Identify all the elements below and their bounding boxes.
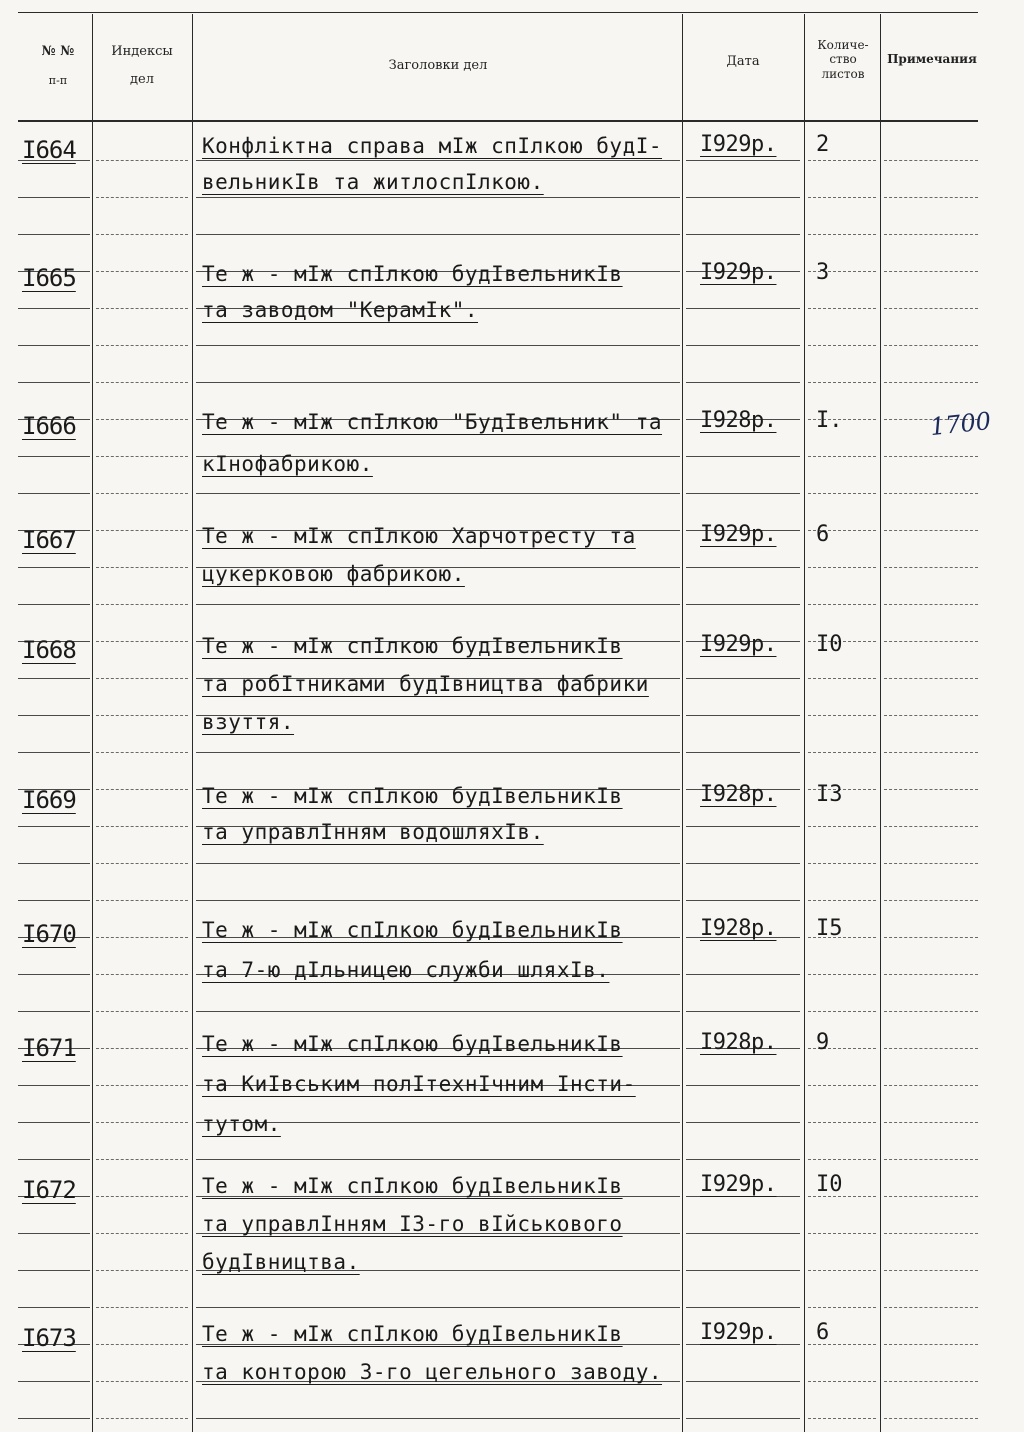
ruled-line xyxy=(96,1011,188,1012)
ruled-line xyxy=(686,493,800,494)
ruled-line xyxy=(884,789,978,790)
ruled-line xyxy=(18,1122,90,1123)
ruled-line xyxy=(196,234,680,235)
ruled-line xyxy=(686,308,800,309)
ruled-line xyxy=(18,1159,90,1160)
ruled-line xyxy=(18,752,90,753)
ruled-line xyxy=(884,900,978,901)
ruled-line xyxy=(884,604,978,605)
ruled-line xyxy=(18,863,90,864)
ruled-line xyxy=(808,1011,876,1012)
ruled-line xyxy=(96,1048,188,1049)
entry-date: I928р. xyxy=(700,408,777,433)
ruled-line xyxy=(196,900,680,901)
ruled-line xyxy=(808,493,876,494)
ruled-line xyxy=(884,197,978,198)
entry-title-line: та заводом "КерамIк". xyxy=(202,298,479,322)
ruled-line xyxy=(808,1381,876,1382)
ruled-line xyxy=(196,382,680,383)
ruled-line xyxy=(96,1159,188,1160)
ruled-line xyxy=(686,604,800,605)
header-number-line2: п-п xyxy=(48,74,68,88)
ruled-line xyxy=(686,1233,800,1234)
ruled-line xyxy=(96,419,188,420)
ruled-line xyxy=(686,234,800,235)
entry-number: I673 xyxy=(22,1324,76,1352)
entry-date: I929р. xyxy=(700,260,777,285)
ruled-line xyxy=(686,678,800,679)
entry-number: I665 xyxy=(22,264,76,292)
header-index xyxy=(96,44,188,89)
entry-title-line: взуття. xyxy=(202,710,295,734)
ruled-line xyxy=(686,752,800,753)
ruled-line xyxy=(96,382,188,383)
entry-title-line: Те ж - мIж спIлкою будIвельникIв xyxy=(202,918,623,942)
ruled-line xyxy=(884,1159,978,1160)
top-rule xyxy=(18,12,978,13)
ruled-line xyxy=(18,1418,90,1419)
header-number xyxy=(24,44,92,88)
ruled-line xyxy=(96,1381,188,1382)
ruled-line xyxy=(686,197,800,198)
ruled-line xyxy=(686,1159,800,1160)
ruled-line xyxy=(808,1418,876,1419)
ruled-line xyxy=(808,382,876,383)
ruled-line xyxy=(196,752,680,753)
entry-title-line: та КиIвським полIтехнIчним Iнсти- xyxy=(202,1072,636,1096)
header-notes: Примечания xyxy=(887,52,977,66)
entry-sheet-count: I0 xyxy=(816,632,843,657)
ruled-line xyxy=(18,1085,90,1086)
ruled-line xyxy=(96,160,188,161)
entry-sheet-count: 2 xyxy=(816,132,830,157)
ruled-line xyxy=(96,863,188,864)
ruled-line xyxy=(884,1122,978,1123)
ruled-line xyxy=(196,345,680,346)
ruled-line xyxy=(884,530,978,531)
entry-title-line: та управлIнням водошляхIв. xyxy=(202,820,544,844)
ruled-line xyxy=(686,1011,800,1012)
column-rule-date xyxy=(804,14,805,1432)
ruled-line xyxy=(808,974,876,975)
entry-title-line: Те ж - мIж спIлкою "БудIвельник" та xyxy=(202,410,663,434)
ruled-line xyxy=(96,900,188,901)
ruled-line xyxy=(96,1085,188,1086)
ruled-line xyxy=(686,456,800,457)
ruled-line xyxy=(808,456,876,457)
entry-number: I664 xyxy=(22,136,76,164)
ruled-line xyxy=(808,1307,876,1308)
entry-title-line: вельникIв та житлоспIлкою. xyxy=(202,170,544,194)
ruled-line xyxy=(96,567,188,568)
entry-sheet-count: I3 xyxy=(816,782,843,807)
entry-title-line: Те ж - мIж спIлкою будIвельникIв xyxy=(202,1032,623,1056)
ruled-line xyxy=(884,715,978,716)
ruled-line xyxy=(884,1196,978,1197)
ruled-line xyxy=(18,974,90,975)
ruled-line xyxy=(686,345,800,346)
ruled-line xyxy=(808,715,876,716)
ruled-line xyxy=(686,1307,800,1308)
ruled-line xyxy=(884,1048,978,1049)
entry-number: I667 xyxy=(22,526,76,554)
ruled-line xyxy=(18,678,90,679)
ruled-line xyxy=(96,1196,188,1197)
ruled-line xyxy=(18,1381,90,1382)
ruled-line xyxy=(686,715,800,716)
ruled-line xyxy=(884,1270,978,1271)
header-title: Заголовки дел xyxy=(388,58,488,73)
entry-title-line: Те ж - мIж спIлкою будIвельникIв xyxy=(202,1322,623,1346)
ruled-line xyxy=(196,493,680,494)
ruled-line xyxy=(96,456,188,457)
entry-title-line: та робIтниками будIвництва фабрики xyxy=(202,672,649,696)
ruled-line xyxy=(884,1085,978,1086)
entry-date: I929р. xyxy=(700,1172,777,1197)
ruled-line xyxy=(196,1159,680,1160)
ruled-line xyxy=(884,641,978,642)
entry-date: I929р. xyxy=(700,632,777,657)
ruled-line xyxy=(808,826,876,827)
ruled-line xyxy=(884,271,978,272)
entry-date: I929р. xyxy=(700,132,777,157)
ruled-line xyxy=(884,234,978,235)
ruled-line xyxy=(686,160,800,161)
ruled-line xyxy=(96,678,188,679)
ruled-line xyxy=(884,974,978,975)
ruled-line xyxy=(96,197,188,198)
ruled-line xyxy=(96,937,188,938)
ruled-line xyxy=(686,1122,800,1123)
ruled-line xyxy=(18,826,90,827)
entry-title-line: та конторою 3-го цегельного заводу. xyxy=(202,1360,663,1384)
ruled-line xyxy=(884,678,978,679)
entry-title-line: кIнофабрикою. xyxy=(202,452,373,476)
ruled-line xyxy=(196,1011,680,1012)
ruled-line xyxy=(808,1233,876,1234)
entry-date: I929р. xyxy=(700,522,777,547)
entry-title-line: та управлIнням I3-го вIйськового xyxy=(202,1212,623,1236)
ruled-line xyxy=(884,382,978,383)
ruled-line xyxy=(96,271,188,272)
ruled-line xyxy=(884,456,978,457)
entry-title-line: цукерковою фабрикою. xyxy=(202,562,465,586)
ruled-line xyxy=(18,1307,90,1308)
ruled-line xyxy=(808,1085,876,1086)
ruled-line xyxy=(808,308,876,309)
ruled-line xyxy=(196,863,680,864)
ruled-line xyxy=(808,160,876,161)
entry-date: I928р. xyxy=(700,916,777,941)
ruled-line xyxy=(686,826,800,827)
ruled-line xyxy=(96,752,188,753)
entry-sheet-count: 6 xyxy=(816,1320,830,1345)
ruled-line xyxy=(686,382,800,383)
ruled-line xyxy=(18,234,90,235)
entry-date: I928р. xyxy=(700,782,777,807)
ruled-line xyxy=(196,1307,680,1308)
entry-title-line: та 7-ю дIльницею служби шляхIв. xyxy=(202,958,610,982)
header-sheets xyxy=(806,38,880,81)
entry-sheet-count: 3 xyxy=(816,260,830,285)
header-sheets-line1: Количе- xyxy=(817,38,869,52)
ruled-line xyxy=(18,1270,90,1271)
ruled-line xyxy=(884,826,978,827)
ruled-line xyxy=(884,937,978,938)
ruled-line xyxy=(884,567,978,568)
ruled-line xyxy=(884,752,978,753)
entry-sheet-count: I. xyxy=(816,408,843,433)
header-index-line1: Индексы xyxy=(111,44,173,59)
ruled-line xyxy=(196,160,680,161)
handwritten-note: 1700 xyxy=(928,406,993,442)
ruled-line xyxy=(196,1418,680,1419)
entry-date: I929р. xyxy=(700,1320,777,1345)
ruled-line xyxy=(884,1011,978,1012)
header-sheets-line2: ство xyxy=(829,52,857,67)
ruled-line xyxy=(686,900,800,901)
ruled-line xyxy=(96,1418,188,1419)
ruled-line xyxy=(96,974,188,975)
ruled-line xyxy=(96,1307,188,1308)
ruled-line xyxy=(96,789,188,790)
ruled-line xyxy=(18,1233,90,1234)
ruled-line xyxy=(808,345,876,346)
ruled-line xyxy=(18,382,90,383)
ruled-line xyxy=(96,493,188,494)
entry-number: I668 xyxy=(22,636,76,664)
ruled-line xyxy=(686,567,800,568)
entry-title-line: Те ж - мIж спIлкою Харчотресту та xyxy=(202,524,636,548)
header-number-line1: № № xyxy=(41,44,75,59)
ruled-line xyxy=(96,715,188,716)
ruled-line xyxy=(96,604,188,605)
ruled-line xyxy=(96,826,188,827)
ruled-line xyxy=(96,234,188,235)
ruled-line xyxy=(96,1122,188,1123)
ruled-line xyxy=(808,1159,876,1160)
ruled-line xyxy=(96,1270,188,1271)
entry-title-line: Конфлiктна справа мIж спIлкою будI- xyxy=(202,134,663,158)
column-rule-index xyxy=(192,14,193,1432)
ruled-line xyxy=(808,678,876,679)
entry-sheet-count: 9 xyxy=(816,1030,830,1055)
ruled-line xyxy=(808,234,876,235)
entry-sheet-count: 6 xyxy=(816,522,830,547)
entry-number: I670 xyxy=(22,920,76,948)
column-rule-sheets xyxy=(880,14,881,1432)
ruled-line xyxy=(884,1381,978,1382)
ruled-line xyxy=(18,308,90,309)
entry-sheet-count: I5 xyxy=(816,916,843,941)
column-rule-title xyxy=(682,14,683,1432)
entry-title-line: Те ж - мIж спIлкою будIвельникIв xyxy=(202,784,623,808)
ruled-line xyxy=(96,641,188,642)
ruled-line xyxy=(884,160,978,161)
ruled-line xyxy=(686,1381,800,1382)
ruled-line xyxy=(884,345,978,346)
entry-number: I669 xyxy=(22,786,76,814)
ruled-line xyxy=(884,1344,978,1345)
ruled-line xyxy=(884,493,978,494)
ruled-line xyxy=(808,752,876,753)
ruled-line xyxy=(686,1085,800,1086)
entry-title-line: Те ж - мIж спIлкою будIвельникIв xyxy=(202,262,623,286)
entry-title-line: Те ж - мIж спIлкою будIвельникIв xyxy=(202,1174,623,1198)
ruled-line xyxy=(884,1233,978,1234)
ruled-line xyxy=(196,197,680,198)
ruled-line xyxy=(18,345,90,346)
ruled-line xyxy=(808,1122,876,1123)
ruled-line xyxy=(686,1418,800,1419)
ruled-line xyxy=(18,456,90,457)
ruled-line xyxy=(96,530,188,531)
entry-date: I928р. xyxy=(700,1030,777,1055)
ruled-line xyxy=(96,345,188,346)
ruled-line xyxy=(96,1344,188,1345)
ruled-line xyxy=(808,863,876,864)
ruled-line xyxy=(808,567,876,568)
ruled-line xyxy=(808,604,876,605)
ruled-line xyxy=(18,567,90,568)
ruled-line xyxy=(884,1418,978,1419)
ruled-line xyxy=(808,1270,876,1271)
header-index-line2: дел xyxy=(130,72,154,88)
entry-title-line: будIвництва. xyxy=(202,1250,360,1274)
ruled-line xyxy=(808,900,876,901)
ruled-line xyxy=(686,974,800,975)
ruled-line xyxy=(96,1233,188,1234)
header-bottom-rule xyxy=(18,120,978,122)
header-sheets-line3: листов xyxy=(821,66,865,81)
entry-sheet-count: I0 xyxy=(816,1172,843,1197)
ruled-line xyxy=(18,715,90,716)
ruled-line xyxy=(808,197,876,198)
ruled-line xyxy=(884,1307,978,1308)
ruled-line xyxy=(18,197,90,198)
ruled-line xyxy=(884,863,978,864)
column-rule-number xyxy=(92,14,93,1432)
ruled-line xyxy=(686,863,800,864)
ruled-line xyxy=(96,308,188,309)
ruled-line xyxy=(196,604,680,605)
entry-number: I672 xyxy=(22,1176,76,1204)
ruled-line xyxy=(18,900,90,901)
ruled-line xyxy=(884,308,978,309)
entry-number: I671 xyxy=(22,1034,76,1062)
ruled-line xyxy=(18,493,90,494)
ruled-line xyxy=(18,1011,90,1012)
ruled-line xyxy=(686,1270,800,1271)
entry-title-line: Те ж - мIж спIлкою будIвельникIв xyxy=(202,634,623,658)
entry-title-line: тутом. xyxy=(202,1112,281,1136)
ruled-line xyxy=(18,604,90,605)
header-date: Дата xyxy=(726,54,760,69)
entry-number: I666 xyxy=(22,412,76,440)
